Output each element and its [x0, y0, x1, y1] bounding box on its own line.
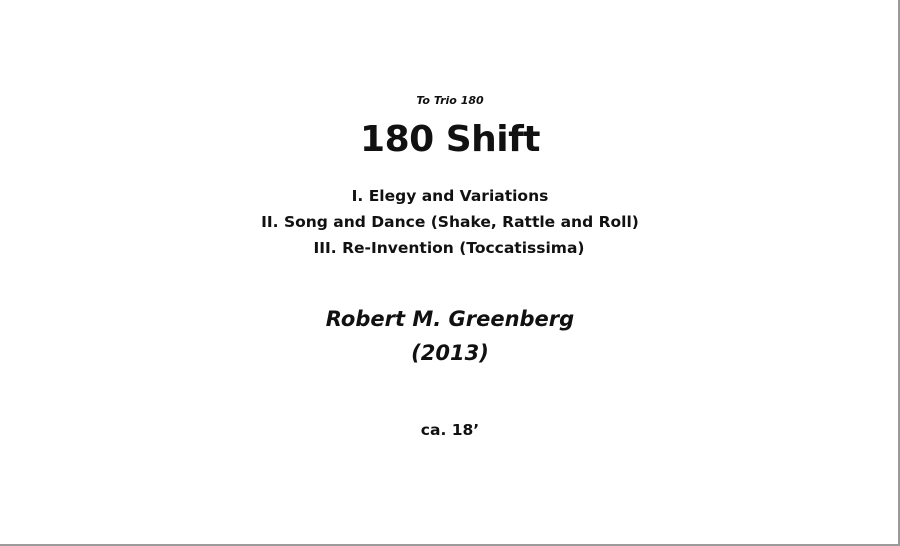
duration: ca. 18’: [420, 421, 480, 439]
movement-3: III. Re-Invention (Toccatissima): [313, 239, 585, 257]
composer-name: Robert M. Greenberg: [325, 307, 575, 331]
dedication: To Trio 180: [416, 94, 484, 107]
composition-year: (2013): [411, 341, 489, 365]
piece-title: 180 Shift: [360, 119, 540, 160]
movement-1: I. Elegy and Variations: [351, 187, 549, 205]
movement-2: II. Song and Dance (Shake, Rattle and Roll): [261, 213, 639, 231]
